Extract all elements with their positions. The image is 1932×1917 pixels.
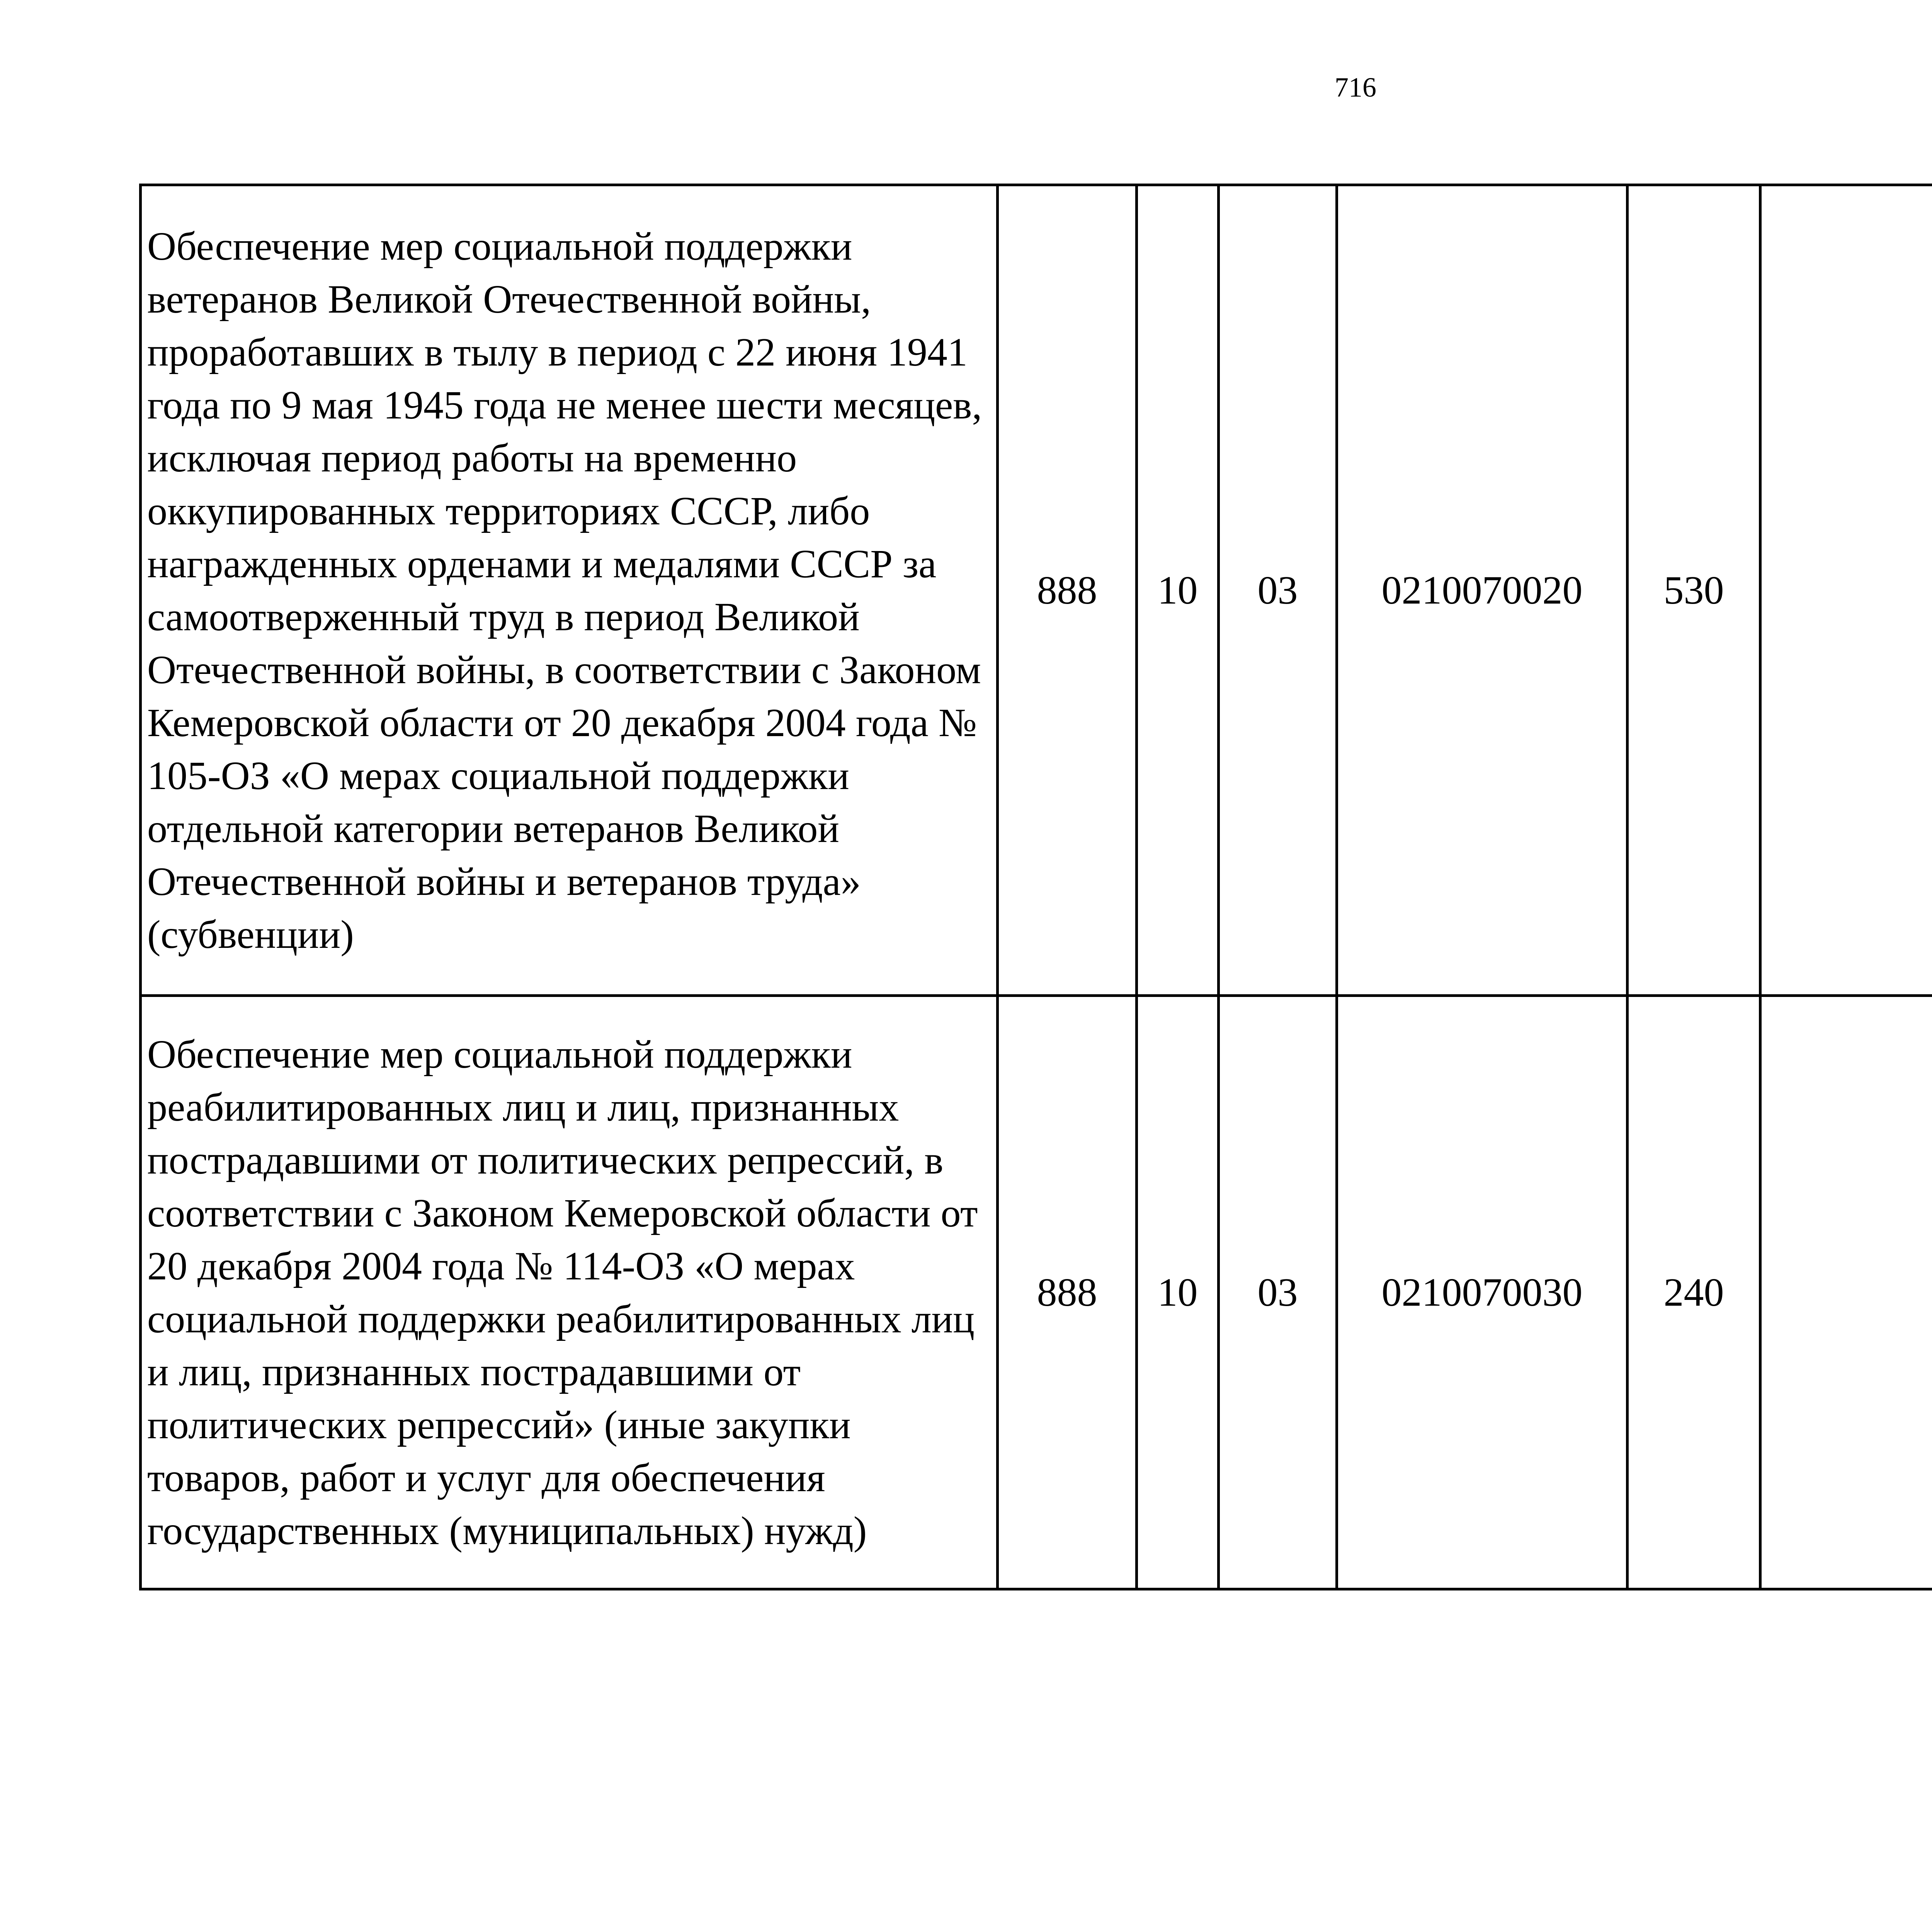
target-article-code: 0210070020 [1337,185,1628,996]
ministry-code: 888 [998,185,1137,996]
table-row [141,996,1932,1589]
row-description: Обеспечение мер социальной поддержки реабилитированных лиц и лиц, признанных пострадавшими от политических репрессий, в соответствии с Законом Кемеровской области от 20 декабря 2004 года № 114-ОЗ «О мерах социальной поддержки реабилитированных лиц и лиц, признанных пострадавшими от политических репрессий» (иные закупки товаров, работ и услуг для обеспечения государственных (муниципальных) нужд) [141,996,998,1589]
row-description: Обеспечение мер социальной поддержки ветеранов Великой Отечественной войны, проработавших в тылу в период с 22 июня 1941 года по 9 мая 1945 года не менее шести месяцев, исключая период работы на временно оккупированных территориях СССР, либо награжденных орденами и медалями СССР за самоотверженный труд в период Великой Отечественной войны, в соответствии с Законом Кемеровской области от 20 декабря 2004 года № 105-ОЗ «О мерах социальной поддержки отдельной категории ветеранов Великой Отечественной войны и ветеранов труда» (субвенции) [141,185,998,996]
budget-table [139,184,1932,1590]
expense-type-code: 530 [1628,185,1760,996]
section-code: 10 [1137,185,1219,996]
table-row [141,185,1932,996]
expense-type-code: 240 [1628,996,1760,1589]
page-number: 716 [1335,72,1376,103]
subsection-code: 03 [1219,996,1337,1589]
ministry-code: 888 [998,996,1137,1589]
subsection-code: 03 [1219,185,1337,996]
amount-year-1 [1760,185,1932,996]
section-code: 10 [1137,996,1219,1589]
target-article-code: 0210070030 [1337,996,1628,1589]
amount-year-1 [1760,996,1932,1589]
